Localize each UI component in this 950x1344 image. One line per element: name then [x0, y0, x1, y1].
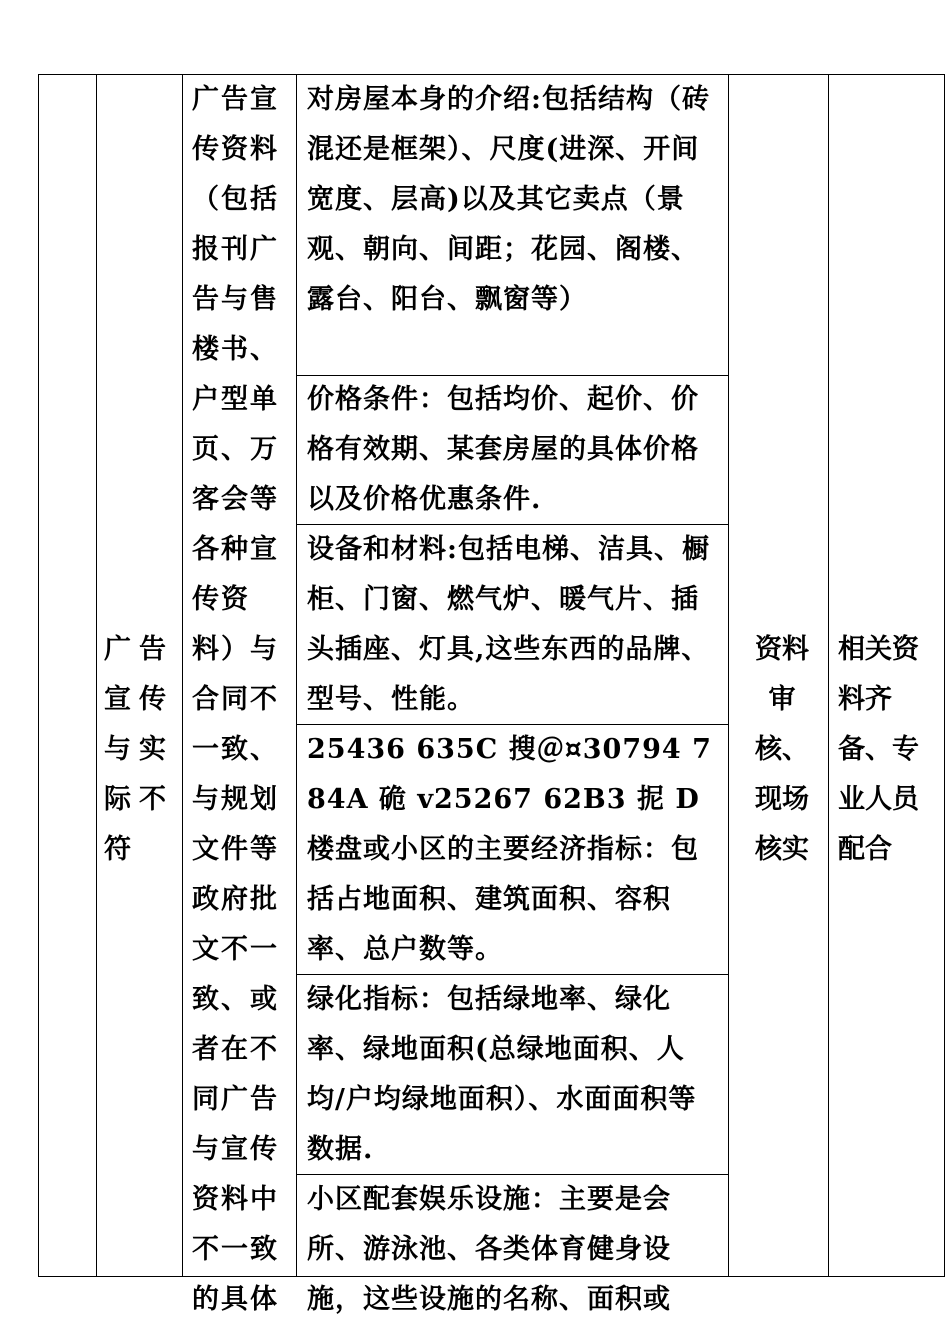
column-divider: [182, 74, 183, 1277]
content-cell-economic-indicators: 25436 635C 搜＠¤30794 784A 硊 v25267 62B3 抳 D 楼盘或小区的主要经济指标：包括占地面积、建筑面积、容积率、总户数等。: [307, 734, 712, 965]
content-cell-price: 价格条件：包括均价、起价、价格有效期、某套房屋的具体价格以及价格优惠条件.: [307, 384, 699, 515]
column-divider: [728, 74, 729, 1277]
requirement-cell: 相关资料齐备、专业人员配合: [838, 634, 919, 865]
content-cell-structure: 对房屋本身的介绍:包括结构（砖混还是框架）、尺度(进深、开间宽度、层高)以及其它卖点（景观、朝向、间距；花园、阁楼、露台、阳台、飘窗等）: [307, 84, 710, 315]
column-divider: [296, 74, 297, 1277]
column-divider: [828, 74, 829, 1277]
method-cell: 资料审核、现场核实: [755, 634, 809, 865]
column-divider: [96, 74, 97, 1277]
content-cell-greening: 绿化指标：包括绿地率、绿化率、绿地面积(总绿地面积、人均/户均绿地面积）、水面面积等数据.: [307, 984, 697, 1165]
risk-item-cell: 广告宣传与实际不符: [104, 634, 174, 865]
content-cell-facilities: 小区配套娱乐设施：主要是会所、游泳池、各类体育健身设施，这些设施的名称、面积或: [307, 1184, 671, 1315]
description-cell: 广告宣传资料（包括报刊广告与售楼书、户型单页、万客会等各种宣传资料）与合同不一致、与规划文件等政府批文不一致、或者在不同广告与宣传资料中不一致的具体: [192, 84, 279, 1315]
content-cell-equipment: 设备和材料:包括电梯、洁具、橱柜、门窗、燃气炉、暖气片、插头插座、灯具,这些东西的品牌、型号、性能。: [307, 534, 710, 715]
table-border-left: [38, 74, 39, 1277]
table-border-right: [944, 74, 945, 1277]
